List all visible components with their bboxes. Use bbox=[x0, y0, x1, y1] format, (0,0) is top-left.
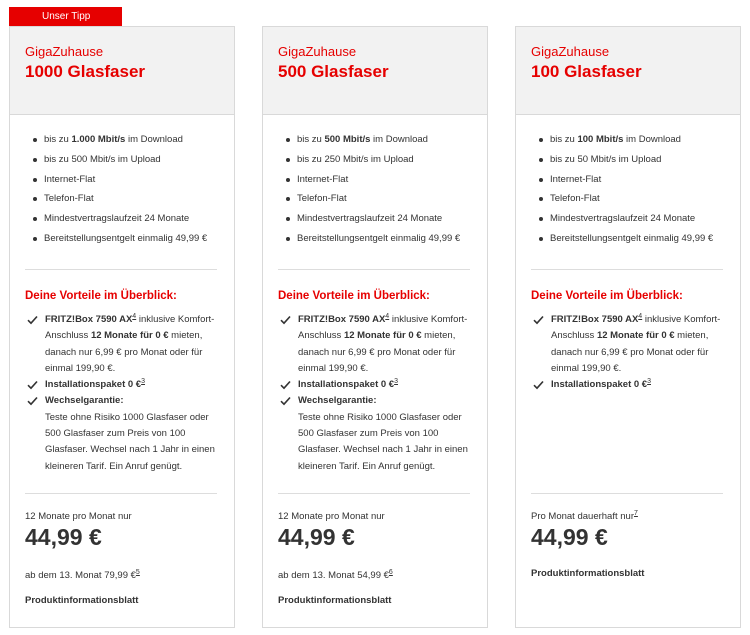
footnote-link[interactable]: 4 bbox=[638, 312, 643, 320]
checkmark-icon bbox=[533, 315, 544, 325]
download-speed: 1.000 Mbit/s bbox=[71, 134, 126, 145]
divider bbox=[531, 269, 723, 270]
benefit-wechselgarantie bbox=[25, 393, 224, 474]
price-caption bbox=[531, 511, 638, 522]
benefit-highlight: 12 Monate für 0 € bbox=[596, 330, 675, 342]
product-brand: GigaZuhause bbox=[531, 44, 610, 59]
benefit-highlight: 12 Monate für 0 € bbox=[90, 330, 169, 342]
benefit-text: inklusive Komfort-Anschluss bbox=[551, 314, 721, 342]
feature-text: bis zu bbox=[550, 134, 578, 145]
benefit-installation bbox=[278, 377, 477, 393]
checkmark-icon bbox=[27, 315, 38, 325]
tariff-name: 100 Glasfaser bbox=[531, 62, 642, 81]
feature-internet: Internet-Flat bbox=[32, 174, 234, 194]
feature-download bbox=[285, 134, 487, 154]
benefit-fritzbox bbox=[278, 312, 477, 377]
footnote-link[interactable]: 3 bbox=[647, 378, 651, 386]
feature-laufzeit: Mindestvertragslaufzeit 24 Monate bbox=[32, 213, 234, 233]
tariff-name: 500 Glasfaser bbox=[278, 62, 389, 81]
benefit-text: inklusive Komfort-Anschluss bbox=[298, 314, 468, 342]
feature-text: bis zu bbox=[297, 134, 325, 145]
feature-text: im Download bbox=[125, 134, 183, 145]
feature-bereitstellung: Bereitstellungsentgelt einmalig 49,99 € bbox=[285, 233, 487, 253]
card-header bbox=[516, 27, 740, 115]
checkmark-icon bbox=[280, 396, 291, 406]
monthly-price: 44,99 € bbox=[531, 524, 608, 550]
checkmark-icon bbox=[27, 380, 38, 390]
wechsel-title: Wechselgarantie: bbox=[298, 395, 377, 407]
benefits-title: Deine Vorteile im Überblick: bbox=[25, 290, 177, 302]
price-after-period bbox=[25, 570, 140, 581]
divider bbox=[278, 493, 470, 494]
feature-text: im Download bbox=[623, 134, 681, 145]
feature-internet: Internet-Flat bbox=[285, 174, 487, 194]
monthly-price: 44,99 € bbox=[25, 524, 102, 550]
benefits-title: Deine Vorteile im Überblick: bbox=[531, 290, 683, 302]
checkmark-icon bbox=[27, 396, 38, 406]
benefit-list bbox=[278, 312, 477, 475]
produktinformationsblatt-link[interactable]: Produktinformationsblatt bbox=[531, 568, 645, 579]
divider bbox=[25, 493, 217, 494]
benefit-text: mieten, danach nur 6,99 € pro Monat oder für einmal 199,90 €. bbox=[45, 330, 203, 374]
feature-telefon: Telefon-Flat bbox=[285, 193, 487, 213]
divider bbox=[25, 269, 217, 270]
tariff-card-100 bbox=[515, 26, 741, 628]
feature-bereitstellung: Bereitstellungsentgelt einmalig 49,99 € bbox=[538, 233, 740, 253]
feature-internet: Internet-Flat bbox=[538, 174, 740, 194]
benefit-text: mieten, danach nur 6,99 € pro Monat oder für einmal 199,90 €. bbox=[551, 330, 709, 374]
tariff-name: 1000 Glasfaser bbox=[25, 62, 146, 81]
download-speed: 500 Mbit/s bbox=[324, 134, 371, 145]
divider bbox=[278, 269, 470, 270]
fritzbox-name: FRITZ!Box 7590 AX bbox=[45, 314, 133, 325]
tariff-card-1000 bbox=[9, 26, 235, 628]
feature-download bbox=[32, 134, 234, 154]
feature-telefon: Telefon-Flat bbox=[538, 193, 740, 213]
footnote-link[interactable]: 6 bbox=[388, 568, 393, 576]
price-after-text: ab dem 13. Monat 54,99 € bbox=[278, 570, 389, 581]
footnote-link[interactable]: 4 bbox=[132, 312, 137, 320]
benefit-fritzbox bbox=[531, 312, 730, 377]
price-caption: 12 Monate pro Monat nur bbox=[278, 511, 385, 522]
benefit-highlight: 12 Monate für 0 € bbox=[343, 330, 422, 342]
benefit-list bbox=[531, 312, 730, 393]
card-header bbox=[263, 27, 487, 115]
price-after-text: ab dem 13. Monat 79,99 € bbox=[25, 570, 136, 581]
benefit-wechselgarantie bbox=[278, 393, 477, 474]
price-caption: 12 Monate pro Monat nur bbox=[25, 511, 132, 522]
feature-telefon: Telefon-Flat bbox=[32, 193, 234, 213]
feature-list bbox=[32, 134, 234, 253]
benefit-installation bbox=[25, 377, 224, 393]
footnote-link[interactable]: 7 bbox=[633, 509, 638, 517]
fritzbox-name: FRITZ!Box 7590 AX bbox=[551, 314, 639, 325]
monthly-price: 44,99 € bbox=[278, 524, 355, 550]
feature-laufzeit: Mindestvertragslaufzeit 24 Monate bbox=[538, 213, 740, 233]
footnote-link[interactable]: 3 bbox=[394, 378, 398, 386]
feature-list bbox=[538, 134, 740, 253]
tariff-card-500 bbox=[262, 26, 488, 628]
divider bbox=[531, 493, 723, 494]
feature-download bbox=[538, 134, 740, 154]
download-speed: 100 Mbit/s bbox=[577, 134, 624, 145]
footnote-link[interactable]: 5 bbox=[135, 568, 140, 576]
wechsel-text: Teste ohne Risiko 1000 Glasfaser oder 500 Glasfaser zum Preis von 100 Glasfaser. Wechsel nach 1 Jahr in einen kleineren Tarif. Ein Anruf genügt. bbox=[298, 411, 468, 472]
benefit-list bbox=[25, 312, 224, 475]
checkmark-icon bbox=[280, 315, 291, 325]
benefit-text: mieten, danach nur 6,99 € pro Monat oder für einmal 199,90 €. bbox=[298, 330, 456, 374]
wechsel-title: Wechselgarantie: bbox=[45, 395, 124, 407]
price-caption-text: Pro Monat dauerhaft nur bbox=[531, 511, 634, 522]
feature-upload: bis zu 250 Mbit/s im Upload bbox=[285, 154, 487, 174]
unser-tipp-badge: Unser Tipp bbox=[9, 7, 122, 26]
produktinformationsblatt-link[interactable]: Produktinformationsblatt bbox=[278, 595, 392, 606]
card-header bbox=[10, 27, 234, 115]
feature-text: bis zu bbox=[44, 134, 72, 145]
feature-upload: bis zu 50 Mbit/s im Upload bbox=[538, 154, 740, 174]
produktinformationsblatt-link[interactable]: Produktinformationsblatt bbox=[25, 595, 139, 606]
checkmark-icon bbox=[533, 380, 544, 390]
footnote-link[interactable]: 4 bbox=[385, 312, 390, 320]
installation-label: Installationspaket 0 € bbox=[45, 379, 142, 391]
feature-list bbox=[285, 134, 487, 253]
feature-upload: bis zu 500 Mbit/s im Upload bbox=[32, 154, 234, 174]
price-after-period bbox=[278, 570, 393, 581]
feature-bereitstellung: Bereitstellungsentgelt einmalig 49,99 € bbox=[32, 233, 234, 253]
feature-laufzeit: Mindestvertragslaufzeit 24 Monate bbox=[285, 213, 487, 233]
wechsel-text: Teste ohne Risiko 1000 Glasfaser oder 500 Glasfaser zum Preis von 100 Glasfaser. Wechsel nach 1 Jahr in einen kleineren Tarif. Ein Anruf genügt. bbox=[45, 411, 215, 472]
benefit-fritzbox bbox=[25, 312, 224, 377]
installation-label: Installationspaket 0 € bbox=[551, 379, 648, 391]
product-brand: GigaZuhause bbox=[25, 44, 104, 59]
installation-label: Installationspaket 0 € bbox=[298, 379, 395, 391]
product-brand: GigaZuhause bbox=[278, 44, 357, 59]
benefit-installation bbox=[531, 377, 730, 393]
checkmark-icon bbox=[280, 380, 291, 390]
feature-text: im Download bbox=[370, 134, 428, 145]
fritzbox-name: FRITZ!Box 7590 AX bbox=[298, 314, 386, 325]
benefits-title: Deine Vorteile im Überblick: bbox=[278, 290, 430, 302]
benefit-text: inklusive Komfort-Anschluss bbox=[45, 314, 215, 342]
footnote-link[interactable]: 3 bbox=[141, 378, 145, 386]
